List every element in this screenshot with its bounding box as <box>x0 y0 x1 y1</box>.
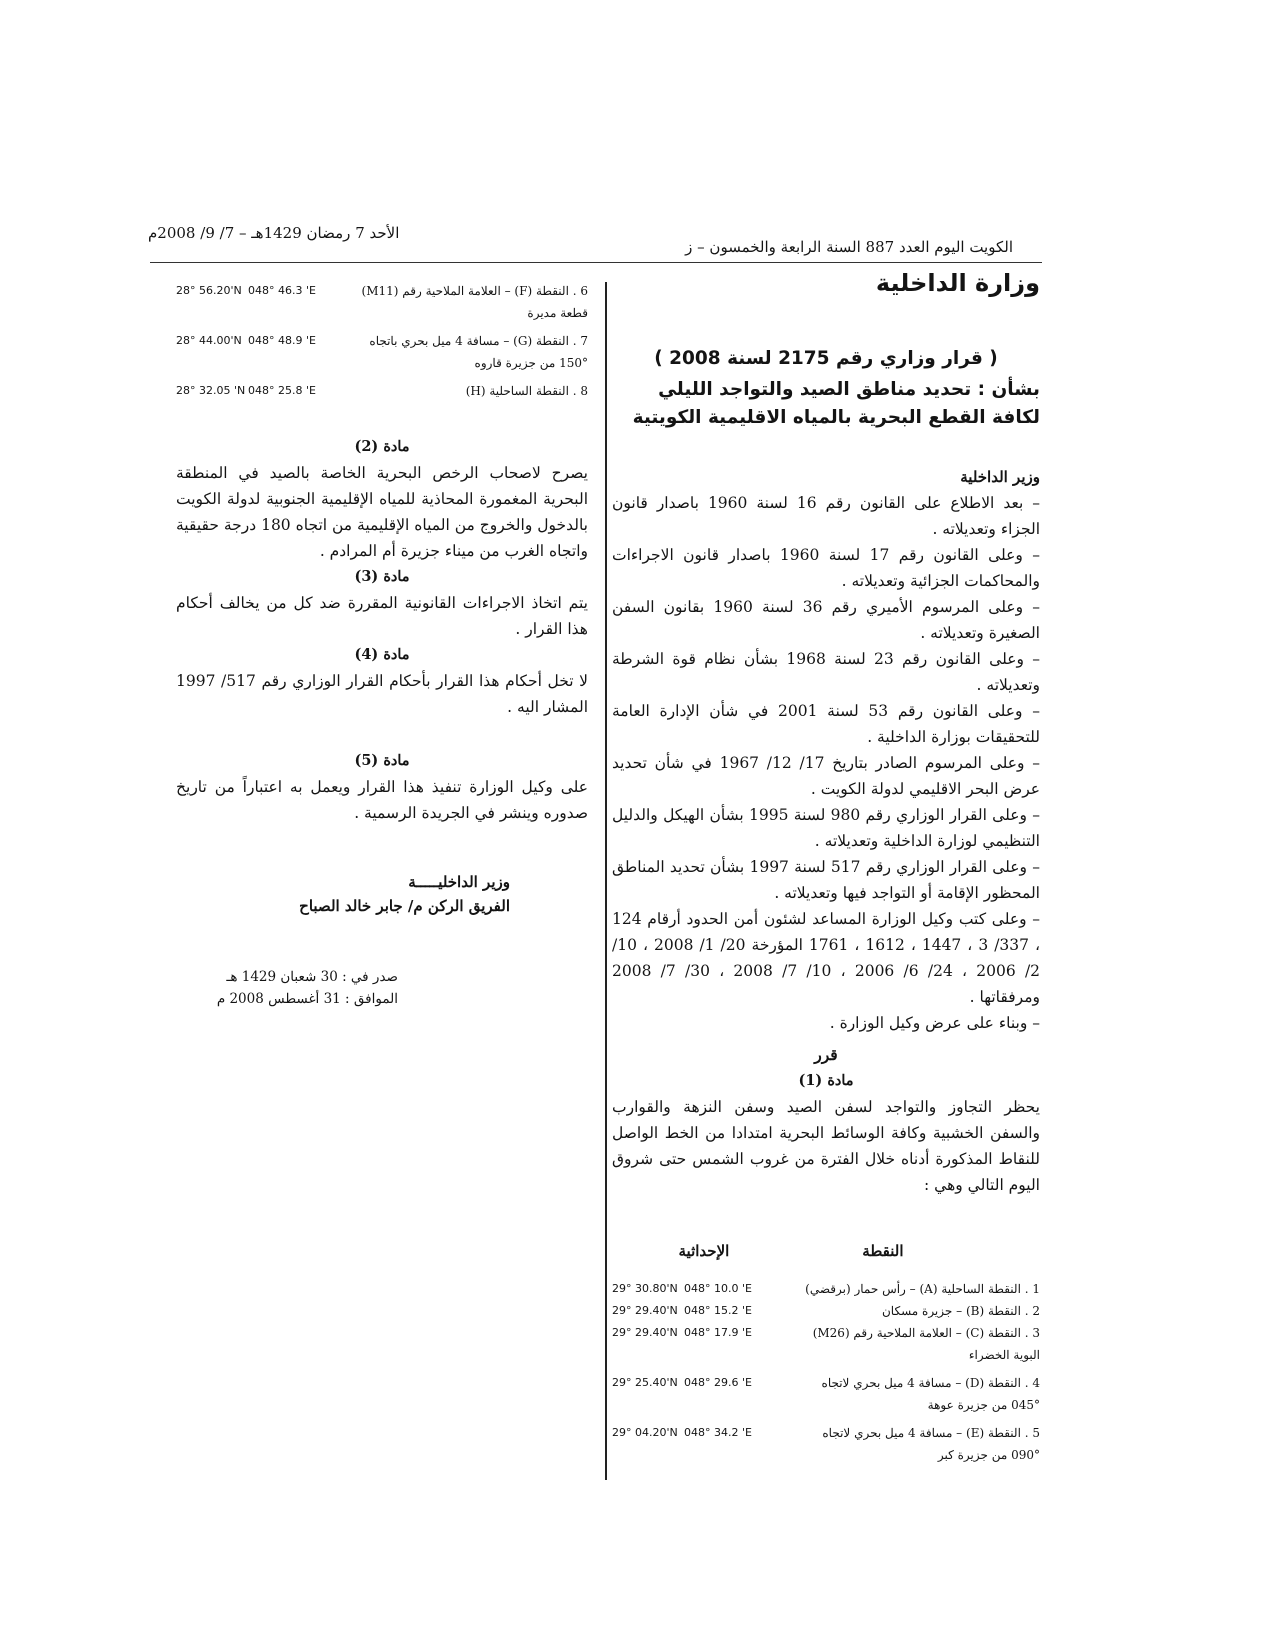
right-column <box>612 270 1040 1472</box>
recital: – وعلى كتب وكيل الوزارة المساعد لشئون أمن الحدود أرقام 124 ، 337/ 3 ، 1447 ، 1612 ، 1761 المؤرخة 20/ 1/ 2008 ، 10/ 2/ 2006 ، 24/ 6/ 2006 ، 10/ 7/ 2008 ، 30/ 7/ 2008 ومرفقاتها . <box>612 910 1041 1006</box>
point-description: 8 . النقطة الساحلية (H) <box>465 384 588 398</box>
point-longitude: 048° 29.6 'E <box>684 1376 752 1389</box>
point-longitude: 048° 34.2 'E <box>684 1426 752 1439</box>
article-5-title: مادة (5) <box>354 752 410 769</box>
point-description: 5 . النقطة (E) – مسافة 4 ميل بحري لاتجاه <box>822 1426 1040 1440</box>
table-row <box>176 330 588 352</box>
article-1-text: يحظر التجاوز والتواجد لسفن الصيد وسفن النزهة والقوارب والسفن الخشبية وكافة الوسائط البحرية امتدادا من الخط الواصل للنقاط المذكورة أدناه خلال الفترة من غروب الشمس حتى شروق اليوم التالي وهي : <box>612 1098 1040 1194</box>
article-2-text: يصرح لاصحاب الرخص البحرية الخاصة بالصيد في المنطقة البحرية المغمورة المحاذية للمياه الإقليمية الجنوبية لدولة الكويت بالدخول والخروج من المياه الإقليمية من اتجاه 180 درجة حقيقية واتجاه الغرب من ميناء جزيرة أم المرادم . <box>176 464 589 560</box>
table-row <box>612 1300 1040 1322</box>
ministry-title: وزارة الداخلية <box>875 269 1040 297</box>
article-1-title: مادة (1) <box>798 1072 854 1089</box>
points-table <box>612 1278 1040 1466</box>
recital: – وعلى القانون رقم 23 لسنة 1968 بشأن نظام قوة الشرطة وتعديلاته . <box>612 650 1040 694</box>
recital: – بعد الاطلاع على القانون رقم 16 لسنة 1960 باصدار قانون الجزاء وتعديلاته . <box>612 494 1040 538</box>
article-3-title: مادة (3) <box>354 568 410 585</box>
minister-heading: وزير الداخلية <box>960 468 1040 486</box>
point-latitude: 28° 56.20'N <box>176 284 242 297</box>
points-table-continued <box>176 280 588 402</box>
signature-title: وزير الداخليـــــة <box>408 873 510 891</box>
point-description: 4 . النقطة (D) – مسافة 4 ميل بحري لاتجاه <box>821 1376 1040 1390</box>
point-description: 3 . النقطة (C) – العلامة الملاحية رقم (M26) <box>812 1326 1040 1340</box>
article-4-text: لا تخل أحكام هذا القرار بأحكام القرار الوزاري رقم 517/ 1997 المشار اليه . <box>176 672 588 716</box>
point-latitude: 29° 29.40'N <box>612 1326 678 1339</box>
header-rule <box>150 262 1042 263</box>
recital: – وعلى القانون رقم 17 لسنة 1960 باصدار قانون الاجراءات والمحاكمات الجزائية وتعديلاته . <box>612 546 1040 590</box>
recital: – وبناء على عرض وكيل الوزارة . <box>829 1014 1040 1032</box>
point-longitude: 048° 25.8 'E <box>248 384 316 397</box>
article-3-text: يتم اتخاذ الاجراءات القانونية المقررة ضد كل من يخالف أحكام هذا القرار . <box>176 594 588 638</box>
recital: – وعلى المرسوم الصادر بتاريخ 17/ 12/ 1967 في شأن تحديد عرض البحر الاقليمي لدولة الكويت . <box>612 754 1041 798</box>
point-longitude: 048° 10.0 'E <box>684 1282 752 1295</box>
point-description: 1 . النقطة الساحلية (A) – رأس حمار (برقضي) <box>805 1282 1040 1296</box>
table-row <box>176 280 588 302</box>
decision-number: ( قرار وزاري رقم 2175 لسنة 2008 ) <box>654 348 998 369</box>
point-latitude: 29° 25.40'N <box>612 1376 678 1389</box>
point-longitude: 048° 46.3 'E <box>248 284 316 297</box>
signature-name: الفريق الركن م/ جابر خالد الصباح <box>299 897 510 915</box>
decided-heading: قرر <box>814 1045 838 1064</box>
article-5-text: على وكيل الوزارة تنفيذ هذا القرار ويعمل به اعتباراً من تاريخ صدوره وينشر في الجريدة الرسمية . <box>176 778 588 822</box>
signature-block <box>176 870 588 918</box>
issue-date-block <box>176 966 588 1010</box>
table-row <box>612 1278 1040 1300</box>
point-description: 6 . النقطة (F) – العلامة الملاحية رقم (M11) <box>361 284 588 298</box>
table-row <box>176 380 588 402</box>
decision-subject: بشأن : تحديد مناطق الصيد والتواجد الليلي لكافة القطع البحرية بالمياه الاقليمية الكويتية <box>632 379 1040 428</box>
header-date: الأحد 7 رمضان 1429هـ – 7/ 9/ 2008م <box>148 224 400 242</box>
point-latitude: 28° 44.00'N <box>176 334 242 347</box>
points-header-point: النقطة <box>862 1242 904 1260</box>
table-row <box>612 1372 1040 1394</box>
point-description: 7 . النقطة (G) – مسافة 4 ميل بحري باتجاه <box>369 334 588 348</box>
article-2-title: مادة (2) <box>354 438 410 455</box>
point-latitude: 29° 29.40'N <box>612 1304 678 1317</box>
point-description-cont: 090° من جزيرة كبر <box>937 1448 1040 1462</box>
recitals <box>612 490 1040 1036</box>
column-divider <box>605 282 607 1480</box>
points-header-coords: الإحداثية <box>678 1242 730 1260</box>
issue-date-hijri: صدر في : 30 شعبان 1429 هـ <box>226 969 398 985</box>
recital: – وعلى القرار الوزاري رقم 980 لسنة 1995 بشأن الهيكل والدليل التنظيمي لوزارة الداخلية وتعديلاته . <box>612 806 1040 850</box>
recital: – وعلى القرار الوزاري رقم 517 لسنة 1997 بشأن تحديد المناطق المحظور الإقامة أو التواجد فيها وتعديلاته . <box>612 858 1040 902</box>
point-longitude: 048° 48.9 'E <box>248 334 316 347</box>
point-longitude: 048° 15.2 'E <box>684 1304 752 1317</box>
left-column <box>176 280 588 1010</box>
recital: – وعلى القانون رقم 53 لسنة 2001 في شأن الإدارة العامة للتحقيقات بوزارة الداخلية . <box>612 702 1040 746</box>
point-description: 2 . النقطة (B) – جزيرة مسكان <box>881 1304 1040 1318</box>
point-description-cont: 045° من جزيرة عوهة <box>927 1398 1040 1412</box>
header-issue-info: الكويت اليوم العدد 887 السنة الرابعة والخمسون – ز <box>685 238 1013 256</box>
point-description-cont: 150° من جزيرة قاروه <box>474 356 588 370</box>
points-table-header <box>612 1238 1040 1264</box>
table-row <box>612 1422 1040 1444</box>
point-description-cont: البوية الخضراء <box>968 1348 1040 1362</box>
point-longitude: 048° 17.9 'E <box>684 1326 752 1339</box>
point-description-cont: قطعة مديرة <box>527 306 588 320</box>
issue-date-gregorian: الموافق : 31 أغسطس 2008 م <box>216 991 398 1007</box>
article-4-title: مادة (4) <box>354 646 410 663</box>
point-latitude: 28° 32.05 'N <box>176 384 246 397</box>
table-row <box>612 1322 1040 1344</box>
point-latitude: 29° 30.80'N <box>612 1282 678 1295</box>
point-latitude: 29° 04.20'N <box>612 1426 678 1439</box>
recital: – وعلى المرسوم الأميري رقم 36 لسنة 1960 بقانون السفن الصغيرة وتعديلاته . <box>612 598 1040 642</box>
